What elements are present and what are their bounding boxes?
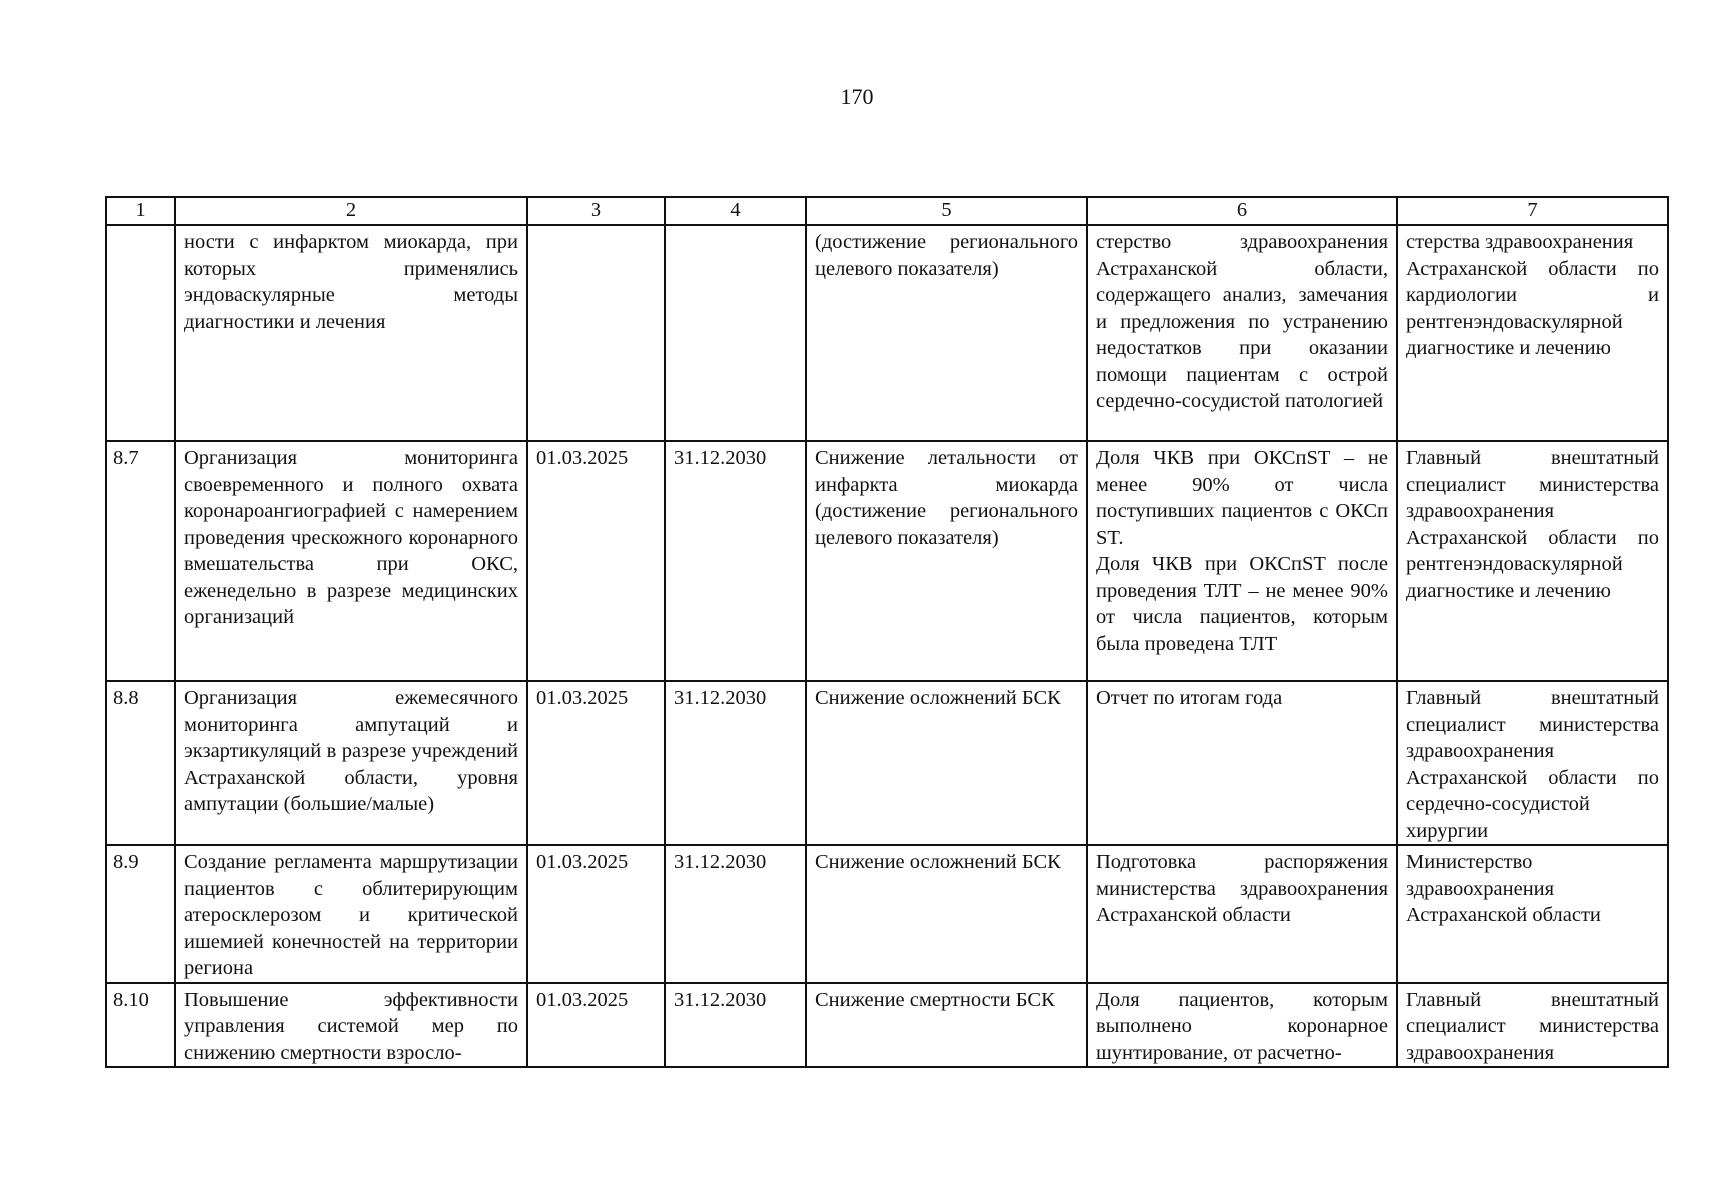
header-cell-7: 7 <box>1397 197 1668 225</box>
responsible-cell <box>1397 845 1668 983</box>
responsible-paragraph: Главный внештатный специалист министерства здравоохранения <box>1406 687 1659 762</box>
end-date-cell: 31.12.2030 <box>665 441 806 681</box>
responsible-paragraph: Главный внештатный специалист министерства здравоохранения <box>1406 447 1659 522</box>
end-date-cell: 31.12.2030 <box>665 983 806 1068</box>
responsible-paragraph: Астраханской области по сердечно-сосудистой хирургии <box>1406 766 1659 842</box>
result-cell: Снижение летальности от инфаркта миокарда (достижение регионального целевого показателя) <box>806 441 1087 681</box>
indicator-paragraph: стерство здравоохранения Астраханской области, содержащего анализ, замечания и предложения по устранению недостатков при оказании помощи пациентам с острой сердечно-сосудистой патологией <box>1096 231 1388 412</box>
start-date-cell: 01.03.2025 <box>527 845 665 983</box>
responsible-paragraph: Астраханской области по кардиологии и рентгенэндоваскулярной диагностике и лечению <box>1406 257 1659 359</box>
indicator-cell <box>1087 441 1397 681</box>
measure-cell: Создание регламента маршрутизации пациентов с облитерирующим атеросклерозом и критической ишемией конечностей на территории региона <box>175 845 527 983</box>
responsible-cell <box>1397 441 1668 681</box>
result-cell: Снижение осложнений БСК <box>806 845 1087 983</box>
responsible-paragraph: Главный внештатный специалист министерства здравоохранения <box>1406 988 1659 1064</box>
header-cell-1: 1 <box>106 197 175 225</box>
start-date-cell: 01.03.2025 <box>527 681 665 845</box>
indicator-paragraph: Отчет по итогам года <box>1096 687 1283 709</box>
responsible-cell <box>1397 983 1668 1068</box>
header-cell-6: 6 <box>1087 197 1397 225</box>
indicator-paragraph: Подготовка распоряжения министерства здравоохранения Астраханской области <box>1096 851 1388 926</box>
row-number-cell: 8.10 <box>106 983 175 1068</box>
header-cell-5: 5 <box>806 197 1087 225</box>
row-number-cell: 8.8 <box>106 681 175 845</box>
end-date-cell: 31.12.2030 <box>665 681 806 845</box>
indicator-cell <box>1087 681 1397 845</box>
indicator-paragraph: Доля ЧКВ при ОКСпST после проведения ТЛТ – не менее 90% от числа пациентов, которым была проведена ТЛТ <box>1096 553 1388 655</box>
table-row <box>106 441 1668 681</box>
indicator-cell <box>1087 225 1397 441</box>
indicator-paragraph: Доля ЧКВ при ОКСпST – не менее 90% от числа поступивших пациентов с ОКСп ST. <box>1096 447 1388 549</box>
indicator-cell <box>1087 983 1397 1068</box>
measure-cell: Организация ежемесячного мониторинга ампутаций и экзартикуляций в разрезе учреждений Астраханской области, уровня ампутации (большие/малые) <box>175 681 527 845</box>
indicator-paragraph: Доля пациентов, которым выполнено коронарное шунтирование, от расчетно- <box>1096 988 1388 1064</box>
responsible-paragraph: стерства здравоохранения <box>1406 231 1634 253</box>
result-cell: Снижение смертности БСК <box>806 983 1087 1068</box>
end-date-cell <box>665 225 806 441</box>
measures-table <box>105 196 1669 1068</box>
responsible-cell <box>1397 681 1668 845</box>
start-date-cell: 01.03.2025 <box>527 441 665 681</box>
result-cell: Снижение осложнений БСК <box>806 681 1087 845</box>
table-row <box>106 225 1668 441</box>
responsible-cell <box>1397 225 1668 441</box>
responsible-paragraph: Министерство здравоохранения Астраханской области <box>1406 851 1601 926</box>
end-date-cell: 31.12.2030 <box>665 845 806 983</box>
measure-cell: Повышение эффективности управления системой мер по снижению смертности взросло- <box>175 983 527 1068</box>
table-row <box>106 845 1668 983</box>
start-date-cell <box>527 225 665 441</box>
table-row <box>106 983 1668 1068</box>
header-cell-4: 4 <box>665 197 806 225</box>
measure-cell: Организация мониторинга своевременного и полного охвата коронароангиографией с намерением проведения чрескожного коронарного вмешательства при ОКС, еженедельно в разрезе медицинских организаций <box>175 441 527 681</box>
header-cell-2: 2 <box>175 197 527 225</box>
responsible-paragraph: Астраханской области по рентгенэндоваскулярной диагностике и лечению <box>1406 526 1659 602</box>
row-number-cell: 8.7 <box>106 441 175 681</box>
measure-cell: ности с инфарктом миокарда, при которых применялись эндоваскулярные методы диагностики и лечения <box>175 225 527 441</box>
indicator-cell <box>1087 845 1397 983</box>
start-date-cell: 01.03.2025 <box>527 983 665 1068</box>
header-row <box>106 197 1668 225</box>
row-number-cell: 8.9 <box>106 845 175 983</box>
table-row <box>106 681 1668 845</box>
page-number: 170 <box>840 84 874 109</box>
header-cell-3: 3 <box>527 197 665 225</box>
row-number-cell <box>106 225 175 441</box>
result-cell: (достижение регионального целевого показателя) <box>806 225 1087 441</box>
